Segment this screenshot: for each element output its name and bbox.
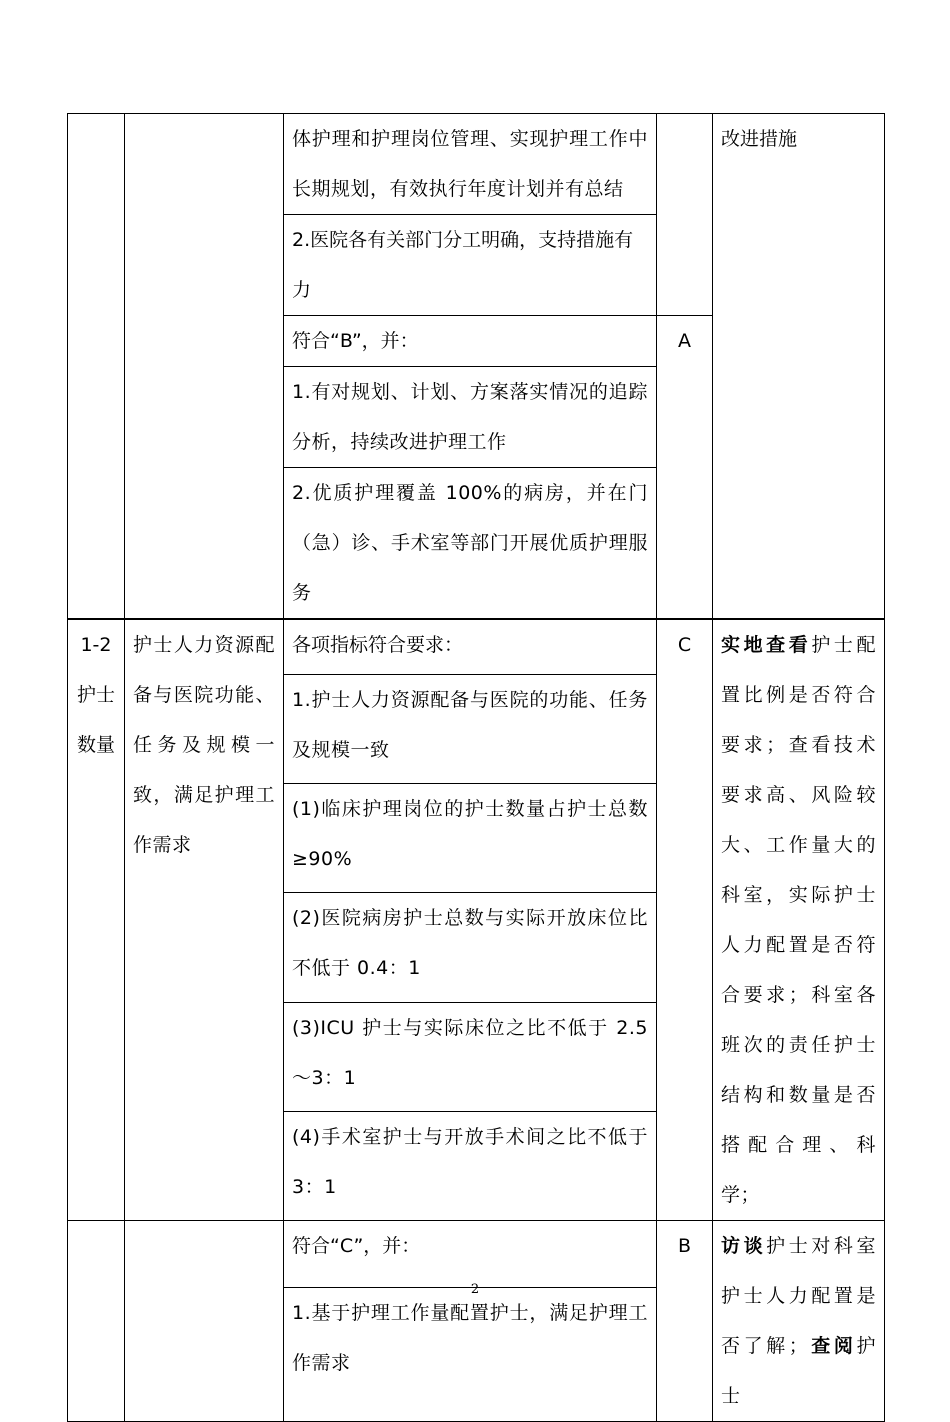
method-keyword: 访谈	[721, 1235, 767, 1257]
standards-table	[67, 113, 885, 1422]
item-number-cell	[68, 114, 125, 620]
method-keyword: 实地查看	[721, 634, 812, 656]
criteria-cell: 各项指标符合要求：	[284, 619, 657, 675]
method-keyword: 查阅	[808, 1335, 857, 1357]
method-cell: 改进措施	[713, 114, 885, 620]
criteria-cell: (3)ICU 护士与实际床位之比不低于 2.5～3：1	[284, 1002, 657, 1111]
criteria-cell: 1.有对规划、计划、方案落实情况的追踪分析，持续改进护理工作	[284, 367, 657, 468]
grade-cell: C	[657, 619, 713, 1221]
criteria-cell: 1.护士人力资源配备与医院的功能、任务及规模一致	[284, 675, 657, 784]
method-text: 护士对科室护士人力配置是否了解；	[721, 1235, 876, 1357]
method-text: 护士配置比例是否符合要求；查看技术要求高、风险较大、工作量大的科室，实际护士人力配置是否符合要求；科室各班次的责任护士结构和数量是否搭配合理、科学；	[721, 634, 876, 1206]
criteria-cell: (2)医院病房护士总数与实际开放床位比不低于 0.4：1	[284, 893, 657, 1002]
criteria-cell: 符合“C”，并：	[284, 1221, 657, 1288]
item-title-cell: 护士人力资源配备与医院功能、任务及规模一致，满足护理工作需求	[125, 619, 284, 1221]
item-title-cell	[125, 1221, 284, 1422]
criteria-cell: 符合“B”，并：	[284, 316, 657, 367]
item-title-cell	[125, 114, 284, 620]
page-number: 2	[470, 1282, 480, 1297]
item-number-cell	[68, 1221, 125, 1422]
method-cell	[713, 619, 885, 1221]
method-text: 护士	[721, 1335, 876, 1407]
grade-cell: B	[657, 1221, 713, 1422]
criteria-cell: (1)临床护理岗位的护士数量占护士总数≥90%	[284, 784, 657, 893]
criteria-cell: 1.基于护理工作量配置护士，满足护理工作需求	[284, 1288, 657, 1422]
item-number-cell: 1-2护士数量	[68, 619, 125, 1221]
criteria-cell: (4)手术室护士与开放手术间之比不低于 3：1	[284, 1111, 657, 1220]
criteria-cell: 2.医院各有关部门分工明确，支持措施有力	[284, 215, 657, 316]
criteria-cell: 体护理和护理岗位管理、实现护理工作中长期规划，有效执行年度计划并有总结	[284, 114, 657, 215]
grade-cell	[657, 114, 713, 316]
criteria-cell: 2.优质护理覆盖 100%的病房，并在门（急）诊、手术室等部门开展优质护理服务	[284, 468, 657, 620]
grade-cell: A	[657, 316, 713, 620]
method-cell	[713, 1221, 885, 1422]
